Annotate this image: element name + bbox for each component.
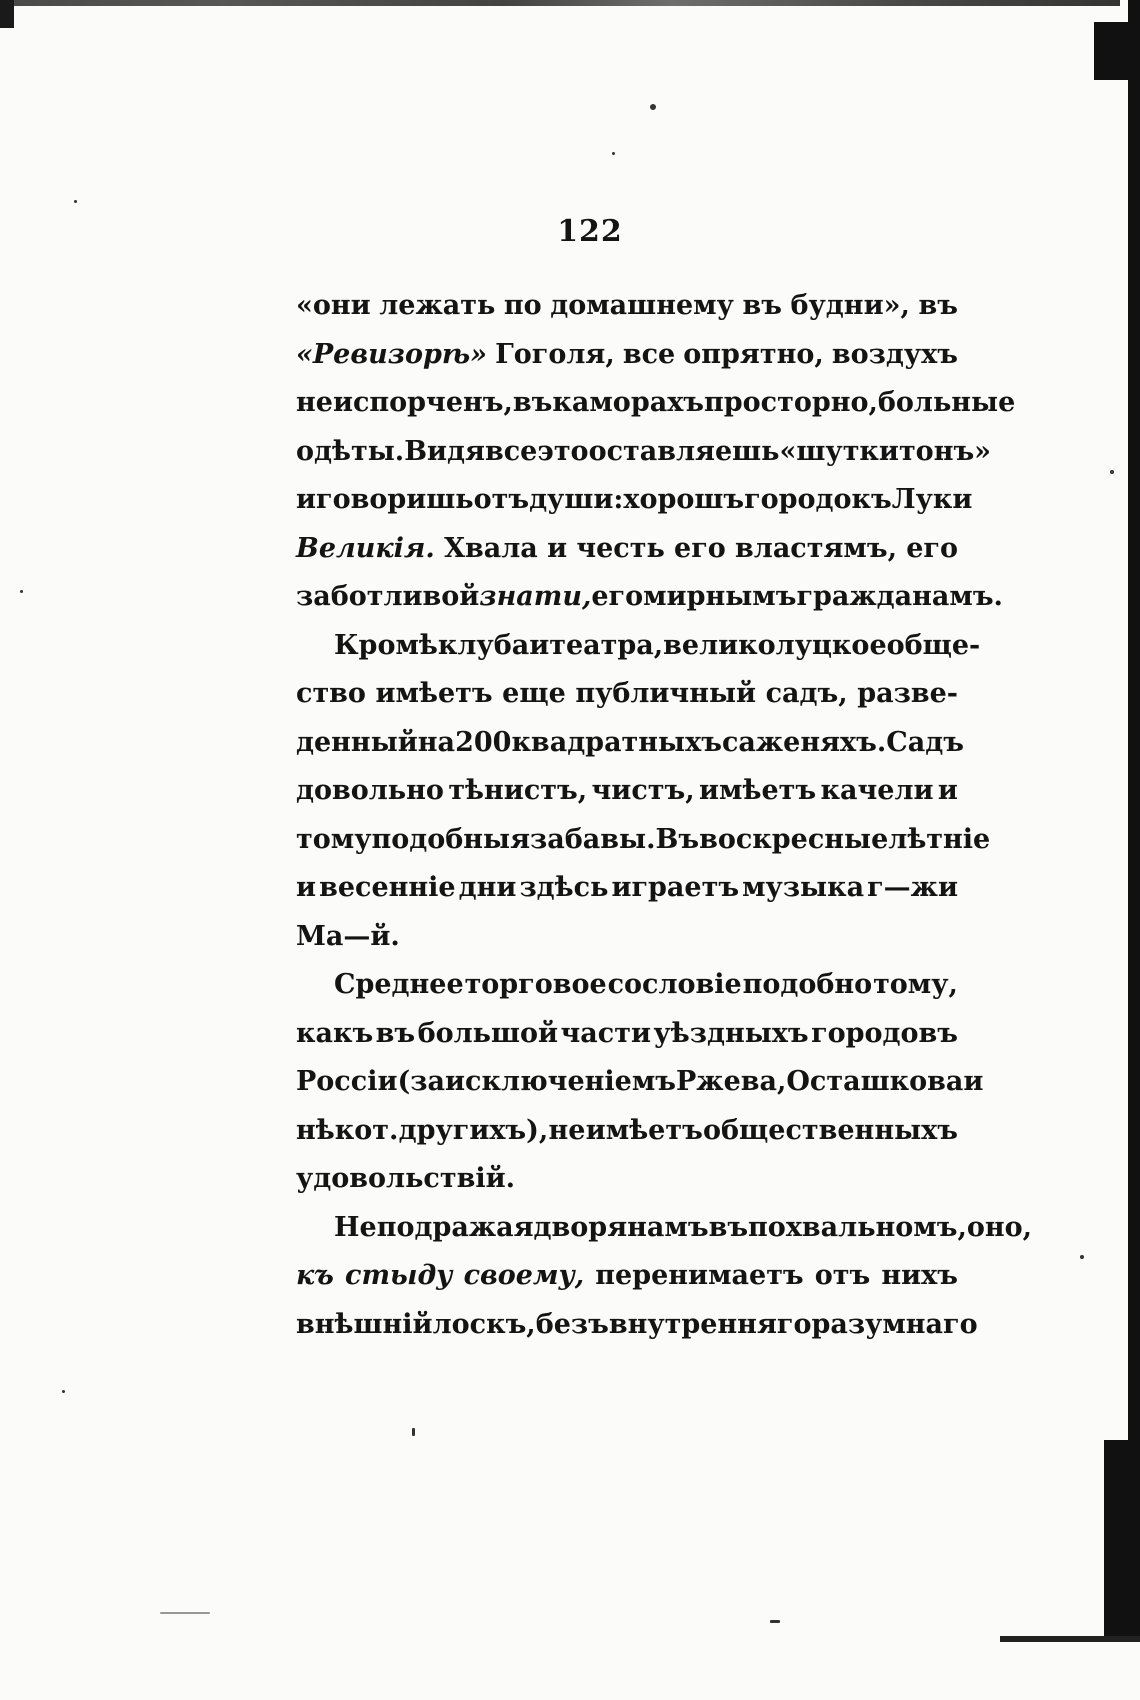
- word: «шутки: [779, 435, 899, 467]
- word: подобно: [742, 969, 873, 1000]
- page-number: 122: [557, 214, 623, 249]
- word: властямъ,: [735, 532, 897, 564]
- text-line: [296, 1107, 958, 1156]
- word: довольно: [296, 775, 444, 806]
- text-line: [296, 379, 1016, 428]
- word: лежать: [379, 290, 496, 321]
- word: городовъ: [811, 1017, 958, 1049]
- word: удовольствій.: [296, 1163, 516, 1194]
- scan-speck: [1110, 470, 1114, 474]
- word: въ: [918, 290, 958, 321]
- scan-speck: [612, 152, 615, 155]
- word: перенимаетъ: [595, 1260, 804, 1291]
- word: денный: [296, 726, 418, 758]
- word: его: [591, 581, 644, 612]
- word: отъ: [814, 1260, 871, 1291]
- word: честь: [576, 532, 665, 564]
- text-line: [296, 1204, 1033, 1253]
- word: общественныхъ: [703, 1114, 958, 1146]
- word: Гоголя,: [495, 338, 615, 370]
- text-line: [296, 719, 964, 768]
- scan-speck: [412, 1428, 415, 1436]
- word: безъ: [535, 1308, 609, 1340]
- word: оно,: [966, 1211, 1033, 1243]
- word: тому,: [873, 969, 958, 1000]
- word: другихъ),: [398, 1114, 549, 1146]
- word: «Ревизорѣ»: [296, 338, 488, 370]
- word: хорошъ: [623, 484, 745, 515]
- word: городокъ: [744, 484, 892, 515]
- text-line: [296, 913, 958, 962]
- text-line: [296, 1252, 958, 1301]
- scan-speck: [160, 1612, 210, 1614]
- word: воскресные: [699, 823, 889, 855]
- scan-speck: [20, 590, 23, 593]
- text-line: [296, 525, 958, 574]
- text-line: [296, 816, 991, 865]
- text-line: [296, 1010, 958, 1059]
- word: сословіе: [607, 969, 742, 1000]
- word: опрятно,: [683, 338, 824, 370]
- word: внутренняго: [608, 1308, 812, 1340]
- word: части: [560, 1017, 651, 1049]
- word: домашнему: [550, 290, 734, 321]
- word: Въ: [655, 823, 700, 855]
- scan-edge-right-lower: [1104, 1440, 1134, 1640]
- word: Хвала: [444, 532, 538, 564]
- word: тому: [296, 823, 372, 855]
- scan-speck: [74, 200, 77, 203]
- text-line: [296, 476, 973, 525]
- word: Ржева,: [676, 1066, 787, 1097]
- word: Великія.: [296, 532, 435, 564]
- word: въ: [512, 387, 553, 418]
- word: и: [547, 532, 568, 564]
- word: знати,: [479, 581, 592, 612]
- word: и: [296, 872, 317, 903]
- word: Видя: [404, 435, 485, 467]
- word: 200: [455, 726, 512, 758]
- word: не: [548, 1114, 586, 1146]
- word: здѣсь: [519, 872, 609, 903]
- word: дворянамъ: [533, 1211, 709, 1243]
- word: своему,: [463, 1260, 585, 1291]
- word: похвальномъ,: [748, 1211, 967, 1243]
- word: играетъ: [611, 872, 740, 903]
- word: Луки: [891, 484, 973, 515]
- word: г—жи: [867, 872, 958, 903]
- text-line: [296, 573, 1003, 622]
- word: это: [537, 435, 589, 467]
- scan-edge-right-tab: [1094, 22, 1134, 80]
- word: внѣшній: [296, 1308, 433, 1340]
- text-line: [296, 1155, 958, 1204]
- word: (за: [397, 1066, 445, 1097]
- word: и: [937, 775, 958, 806]
- word: будни»,: [790, 290, 910, 321]
- word: имѣетъ: [585, 1114, 703, 1146]
- word: все: [622, 338, 676, 370]
- text-line: [296, 864, 958, 913]
- text-line: [296, 670, 958, 719]
- scan-edge-corner: [0, 0, 14, 28]
- word: имѣетъ: [375, 678, 493, 709]
- word: гражданамъ.: [796, 581, 1003, 612]
- text-line: [296, 961, 958, 1010]
- word: лоскъ,: [432, 1308, 536, 1340]
- text-line: [296, 1301, 978, 1350]
- word: къ: [296, 1260, 334, 1291]
- word: ство: [296, 678, 366, 709]
- word: въ: [742, 290, 782, 321]
- word: обще-: [886, 629, 981, 661]
- word: одѣты.: [296, 435, 405, 467]
- word: въ: [375, 1017, 416, 1049]
- word: квадратныхъ: [511, 726, 722, 758]
- word: его: [674, 532, 726, 564]
- text-line: [296, 282, 958, 331]
- word: воздухъ: [831, 338, 958, 370]
- word: чистъ,: [591, 775, 695, 806]
- word: Россіи: [296, 1066, 398, 1097]
- word: подобныя: [371, 823, 531, 855]
- word: лѣтніе: [888, 823, 991, 855]
- scan-edge-bottom: [1000, 1636, 1140, 1642]
- scan-edge-top: [0, 0, 1120, 6]
- word: неиспорченъ,: [296, 387, 513, 418]
- word: и: [963, 1066, 984, 1097]
- word: исключеніемъ: [445, 1066, 676, 1097]
- word: тѣнистъ,: [448, 775, 588, 806]
- word: отъ: [473, 484, 530, 515]
- word: мирнымъ: [643, 581, 797, 612]
- word: великолуцкое: [663, 629, 887, 661]
- word: Ма—й.: [296, 920, 400, 952]
- word: саженяхъ.: [721, 726, 887, 758]
- word: каморахъ: [552, 387, 704, 418]
- word: говоришь: [316, 484, 474, 515]
- word: имѣетъ: [699, 775, 817, 806]
- word: разумнаго: [811, 1308, 978, 1340]
- word: весенніе: [319, 872, 456, 903]
- word: Осташкова: [786, 1066, 964, 1097]
- word: тонъ»: [898, 435, 992, 467]
- word: и: [529, 629, 550, 661]
- word: и: [296, 484, 317, 515]
- text-line: [296, 622, 981, 671]
- word: просторно,: [704, 387, 878, 418]
- word: дни: [458, 872, 517, 903]
- word: стыду: [345, 1260, 453, 1291]
- word: разве-: [857, 678, 958, 709]
- scan-speck: [62, 1390, 65, 1393]
- word: Садъ: [886, 726, 964, 758]
- word: забавы.: [530, 823, 656, 855]
- word: какъ: [296, 1017, 374, 1049]
- word: въ: [708, 1211, 749, 1243]
- word: «они: [296, 290, 371, 321]
- word: нихъ: [881, 1260, 958, 1291]
- scan-speck: [770, 1620, 780, 1623]
- text-line: [296, 767, 958, 816]
- word: больные: [877, 387, 1016, 418]
- word: оставляешь: [588, 435, 780, 467]
- word: его: [906, 532, 958, 564]
- word: нѣкот.: [296, 1114, 399, 1146]
- word: Кромѣ: [334, 629, 438, 661]
- word: по: [503, 290, 542, 321]
- word: театра,: [549, 629, 664, 661]
- word: Неподражая: [334, 1211, 534, 1243]
- word: Среднее: [334, 969, 464, 1000]
- word: публичный: [575, 678, 757, 709]
- word: качели: [820, 775, 934, 806]
- word: все: [484, 435, 538, 467]
- text-line: [296, 1058, 984, 1107]
- word: клуба: [437, 629, 530, 661]
- word: торговое: [464, 969, 607, 1000]
- scan-speck: [1080, 1255, 1084, 1259]
- word: большой: [417, 1017, 559, 1049]
- word: уѣздныхъ: [653, 1017, 809, 1049]
- word: еще: [502, 678, 566, 709]
- body-text: [296, 282, 1033, 1349]
- text-line: [296, 331, 958, 380]
- word: души:: [529, 484, 624, 515]
- word: заботливой: [296, 581, 480, 612]
- word: на: [417, 726, 456, 758]
- text-line: [296, 428, 992, 477]
- scan-speck: [650, 104, 656, 110]
- word: садъ,: [765, 678, 848, 709]
- word: музыка: [742, 872, 865, 903]
